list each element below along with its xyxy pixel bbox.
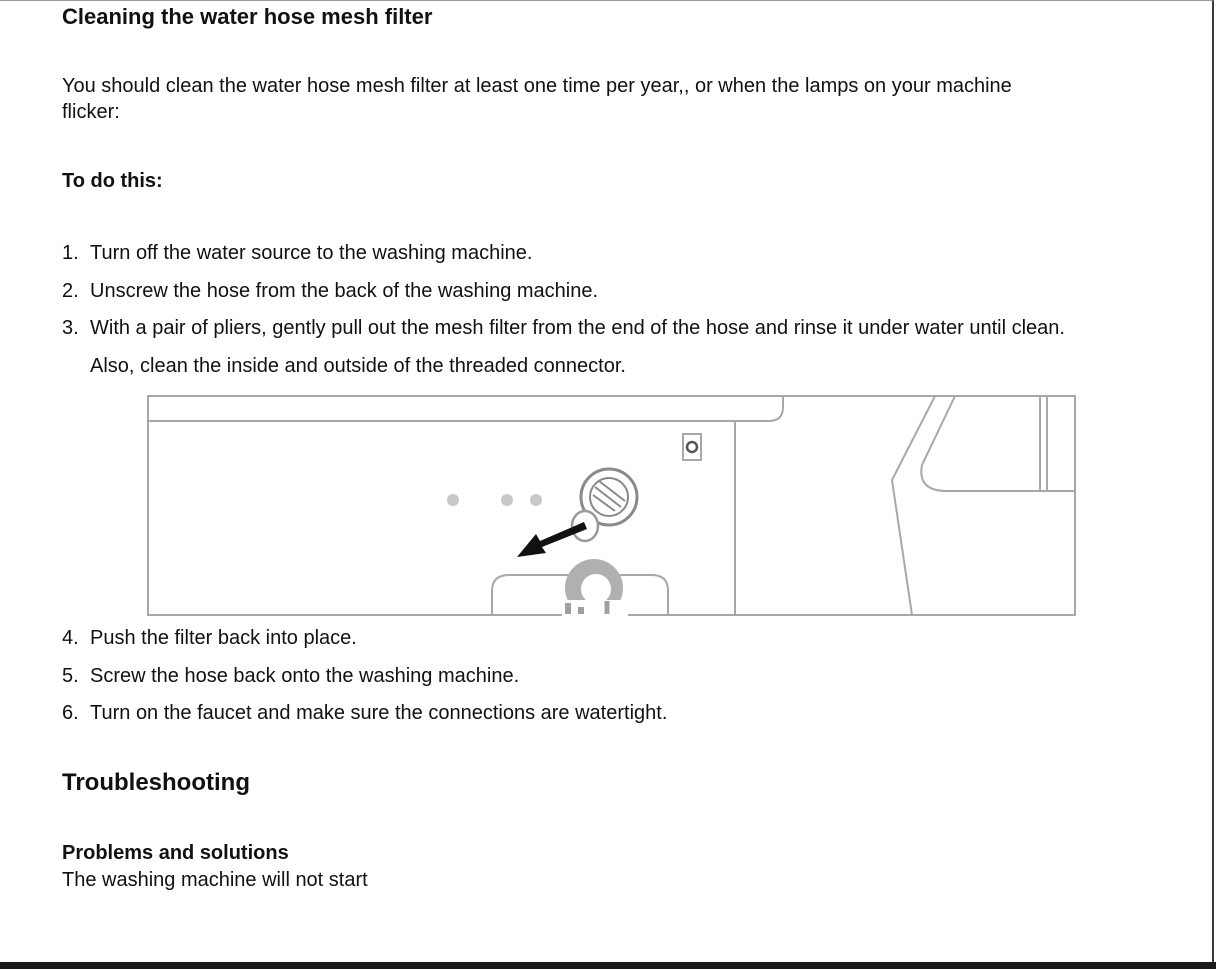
step-3-continuation: Also, clean the inside and outside of the threaded connector. [90, 355, 626, 377]
step-text: Turn on the faucet and make sure the connections are watertight. [90, 702, 668, 724]
list-item [62, 625, 357, 651]
indicator-dot [447, 494, 459, 506]
step-text: Push the filter back into place. [90, 627, 357, 649]
step-number: 4. [62, 627, 79, 649]
bracket-outer-edge [892, 396, 935, 615]
screw-housing [683, 434, 701, 460]
bracket-inner-edge [921, 396, 1076, 491]
indicator-dot [501, 494, 513, 506]
hose-filter-illustration [147, 395, 1076, 616]
list-item [62, 315, 1065, 341]
step-number: 2. [62, 280, 79, 302]
machine-top-rail [148, 396, 783, 421]
section-title: Cleaning the water hose mesh filter [62, 4, 433, 29]
list-item [62, 700, 667, 726]
step-text: Screw the hose back onto the washing machine. [90, 665, 520, 687]
step-text: Unscrew the hose from the back of the washing machine. [90, 280, 599, 302]
screw-icon [687, 442, 697, 452]
list-item [62, 278, 598, 304]
step-number: 3. [62, 317, 79, 339]
problems-subtitle: Problems and solutions [62, 842, 289, 864]
intro-paragraph-line-2: flicker: [62, 101, 120, 123]
page-bottom-edge [0, 962, 1216, 969]
step-text: Turn off the water source to the washing machine. [90, 242, 533, 264]
step-number: 1. [62, 242, 79, 264]
indicator-dot [530, 494, 542, 506]
todo-label: To do this: [62, 170, 163, 192]
problem-item: The washing machine will not start [62, 869, 368, 891]
list-item [62, 663, 519, 689]
list-item [62, 240, 532, 266]
troubleshooting-title: Troubleshooting [62, 769, 250, 796]
step-number: 6. [62, 702, 79, 724]
pull-out-arrow-icon [517, 522, 587, 557]
step-number: 5. [62, 665, 79, 687]
hose-end [562, 559, 628, 616]
intro-paragraph-line-1: You should clean the water hose mesh filter at least one time per year,, or when the lamps on your machine [62, 75, 1012, 97]
step-text: With a pair of pliers, gently pull out the mesh filter from the end of the hose and rinse it under water until clean. [90, 317, 1065, 339]
